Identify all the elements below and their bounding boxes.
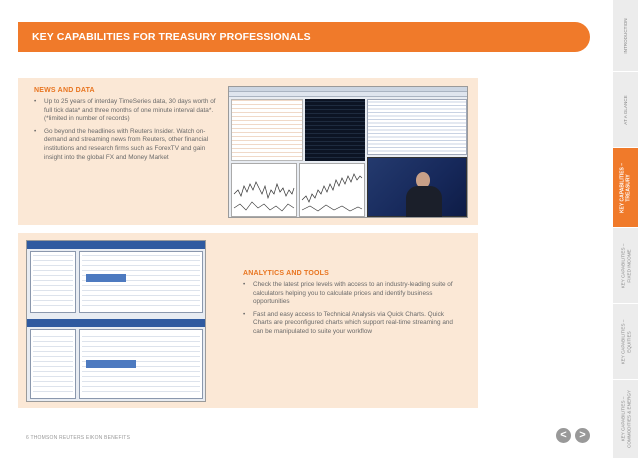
previous-page-button[interactable]: < [556, 428, 571, 443]
nav-tab-label: KEY CAPABILITIES – TREASURY [618, 162, 631, 213]
price-chart-2-lines [300, 164, 364, 216]
screenshot-toolbar-secondary [229, 92, 467, 97]
calculator-results-2 [79, 329, 203, 399]
nav-tab-fixed-income[interactable] [613, 228, 638, 304]
quotes-table-screenshot [231, 99, 303, 161]
news-bullet-1: • Up to 25 years of interday TimeSeries data, 30 days worth of full tick data* and three months of one minute interval data*. (*limited in number of records) [34, 98, 219, 124]
analytics-text [243, 270, 455, 337]
calculator-highlight-2 [86, 360, 136, 368]
price-chart-2 [299, 163, 365, 217]
nav-tab-label: AT A GLANCE [622, 94, 628, 125]
nav-tab-label: KEY CAPABILITIES – FIXED INCOME [619, 243, 631, 288]
news-headlines-screenshot [367, 99, 467, 155]
price-chart-1-lines [232, 164, 296, 216]
nav-tab-equities[interactable] [613, 304, 638, 380]
next-page-button[interactable]: > [575, 428, 590, 443]
nav-tab-commodities-energy[interactable] [613, 380, 638, 459]
calculator-form-2-fields [33, 332, 73, 396]
calculator-form-1 [30, 251, 76, 313]
news-section-title: NEWS AND DATA [34, 87, 95, 94]
news-bullet-2: • Go beyond the headlines with Reuters Insider. Watch on-demand and streaming news from Reuters, other financial institutions and research firms such as ForexTV and gain insight into the global FX and Money Market [34, 128, 219, 162]
reuters-insider-video [367, 157, 467, 217]
price-chart-1 [231, 163, 297, 217]
calculator-window-1-titlebar [27, 241, 205, 249]
news-and-data-text [34, 87, 219, 162]
eikon-workspace-screenshot [228, 86, 468, 218]
analytics-bullet-list [243, 281, 455, 337]
page-footer: 6 THOMSON REUTERS EIKON BENEFITS [26, 435, 131, 441]
presenter-body [406, 186, 442, 218]
page-title-bar [18, 22, 590, 52]
analytics-bullet-1: • Check the latest price levels with access to an industry-leading suite of calculators helping you to calculate prices and identify business opportunities [243, 281, 455, 307]
nav-tab-label: KEY CAPABILITIES – EQUITIES [619, 319, 631, 364]
calculator-windows-screenshot [26, 240, 206, 402]
rates-monitor-screenshot [305, 99, 365, 161]
calculator-window-2-titlebar [27, 319, 205, 327]
calculator-results-1 [79, 251, 203, 313]
analytics-section-title: ANALYTICS AND TOOLS [243, 270, 329, 277]
calculator-highlight-1 [86, 274, 126, 282]
nav-tab-label: KEY CAPABILITIES – COMMODITIES & ENERGY [619, 390, 631, 448]
page-title: KEY CAPABILITIES FOR TREASURY PROFESSIONALS [32, 31, 311, 43]
calculator-form-1-fields [33, 254, 73, 310]
analytics-bullet-2: • Fast and easy access to Technical Analysis via Quick Charts. Quick Charts are preconfigured charts which support real-time streaming and can be manipulated to suite your workflow [243, 311, 455, 337]
nav-tab-introduction[interactable] [613, 0, 638, 72]
nav-tab-at-a-glance[interactable] [613, 72, 638, 148]
calculator-form-2 [30, 329, 76, 399]
nav-tab-label: INTRODUCTION [622, 17, 628, 54]
nav-tab-treasury[interactable] [613, 148, 638, 228]
calculator-results-1-rows [82, 254, 200, 310]
section-nav [613, 0, 638, 459]
news-bullet-list [34, 98, 219, 162]
